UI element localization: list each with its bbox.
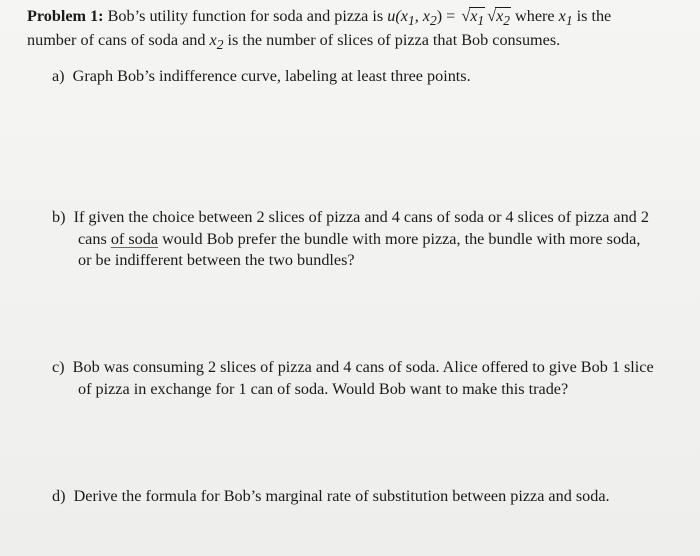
part-c-line-1: c) Bob was consuming 2 slices of pizza and 4 cans of soda. Alice offered to give Bob 1 slice: [52, 358, 654, 376]
intro-text: Bob’s utility function for soda and pizza is: [107, 7, 388, 25]
part-b-label: b): [52, 208, 66, 226]
part-a-text: Graph Bob’s indifference curve, labeling at least three points.: [72, 67, 471, 85]
part-c-label: c): [52, 358, 65, 376]
part-d-label: d): [52, 487, 66, 505]
problem-statement-line-1: [27, 6, 611, 31]
part-a: [52, 66, 471, 86]
x2-symbol: $x_2$: [209, 31, 224, 53]
spellcheck-underline: of soda: [110, 230, 159, 248]
part-b-line-1: b) If given the choice between 2 slices of pizza and 4 cans of soda or 4 slices of pizza and 2: [52, 208, 649, 226]
part-d: [52, 486, 610, 506]
x1-symbol: $x_1$: [558, 7, 573, 29]
is-the-text: is the: [572, 7, 612, 25]
problem-title: Problem 1:: [27, 7, 104, 25]
utility-function: $u(x_1$, $x_2) = √x_1$ $√x_2$: [387, 7, 510, 29]
problem-statement-line-2: number of cans of soda and $x_2$ is the number of slices of pizza that Bob consumes.: [27, 31, 561, 53]
where-text: where: [511, 7, 559, 25]
part-c-line-2: of pizza in exchange for 1 can of soda. Would Bob want to make this trade?: [78, 380, 569, 398]
part-d-text: Derive the formula for Bob’s marginal rate of substitution between pizza and soda.: [73, 487, 610, 505]
part-b-line-2: cans of soda would Bob prefer the bundle with more pizza, the bundle with more soda,: [78, 230, 641, 248]
part-b-line-3: or be indifferent between the two bundles?: [78, 251, 355, 269]
part-a-label: a): [52, 67, 65, 85]
